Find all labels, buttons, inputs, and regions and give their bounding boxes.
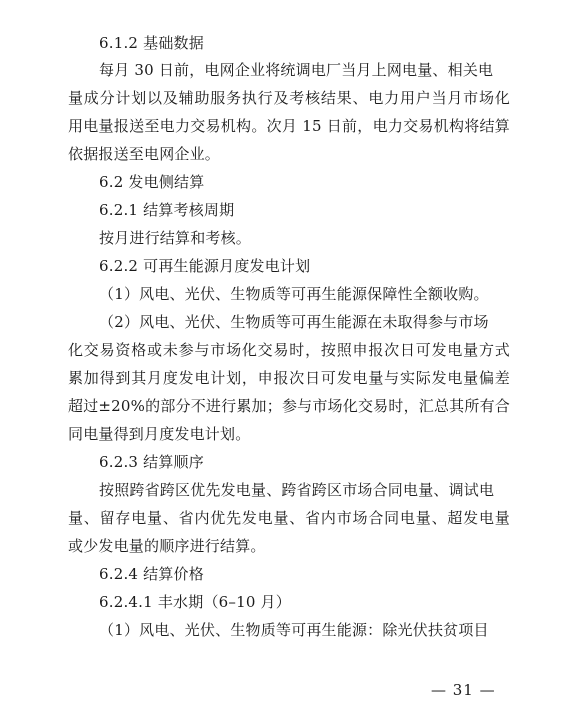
- paragraph-line: 或少发电量的顺序进行结算。: [68, 537, 266, 555]
- paragraph-line: 累加得到其月度发电计划，申报次日可发电量与实际发电量偏差: [68, 369, 510, 387]
- section-heading-6-2: 6.2 发电侧结算: [99, 173, 205, 191]
- paragraph-line: 量、留存电量、省内优先发电量、省内市场合同电量、超发电量: [68, 509, 510, 527]
- paragraph-line: 超过±20%的部分不进行累加；参与市场化交易时，汇总其所有合: [68, 397, 510, 415]
- paragraph-line: 每月 30 日前，电网企业将统调电厂当月上网电量、相关电: [99, 61, 494, 79]
- section-heading-6-2-4-1: 6.2.4.1 丰水期（6–10 月）: [99, 593, 291, 611]
- section-heading-6-2-3: 6.2.3 结算顺序: [99, 453, 204, 471]
- page-number: — 31 —: [431, 681, 496, 699]
- paragraph-line: 量成分计划以及辅助服务执行及考核结果、电力用户当月市场化: [68, 89, 510, 107]
- paragraph-line: （1）风电、光伏、生物质等可再生能源保障性全额收购。: [99, 285, 489, 303]
- section-heading-6-2-2: 6.2.2 可再生能源月度发电计划: [99, 257, 311, 275]
- paragraph-line: 用电量报送至电力交易机构。次月 15 日前，电力交易机构将结算: [68, 117, 510, 135]
- section-heading-6-1-2: 6.1.2 基础数据: [99, 34, 204, 52]
- paragraph-line: 化交易资格或未参与市场化交易时，按照申报次日可发电量方式: [68, 341, 510, 359]
- paragraph-line: （2）风电、光伏、生物质等可再生能源在未取得参与市场: [99, 313, 489, 331]
- paragraph-line: 按月进行结算和考核。: [99, 229, 252, 247]
- paragraph-line: 同电量得到月度发电计划。: [68, 425, 251, 443]
- section-heading-6-2-1: 6.2.1 结算考核周期: [99, 201, 235, 219]
- paragraph-line: 按照跨省跨区优先发电量、跨省跨区市场合同电量、调试电: [99, 481, 495, 499]
- section-heading-6-2-4: 6.2.4 结算价格: [99, 565, 204, 583]
- paragraph-line: 依据报送至电网企业。: [68, 145, 221, 163]
- paragraph-line: （1）风电、光伏、生物质等可再生能源：除光伏扶贫项目: [99, 621, 489, 639]
